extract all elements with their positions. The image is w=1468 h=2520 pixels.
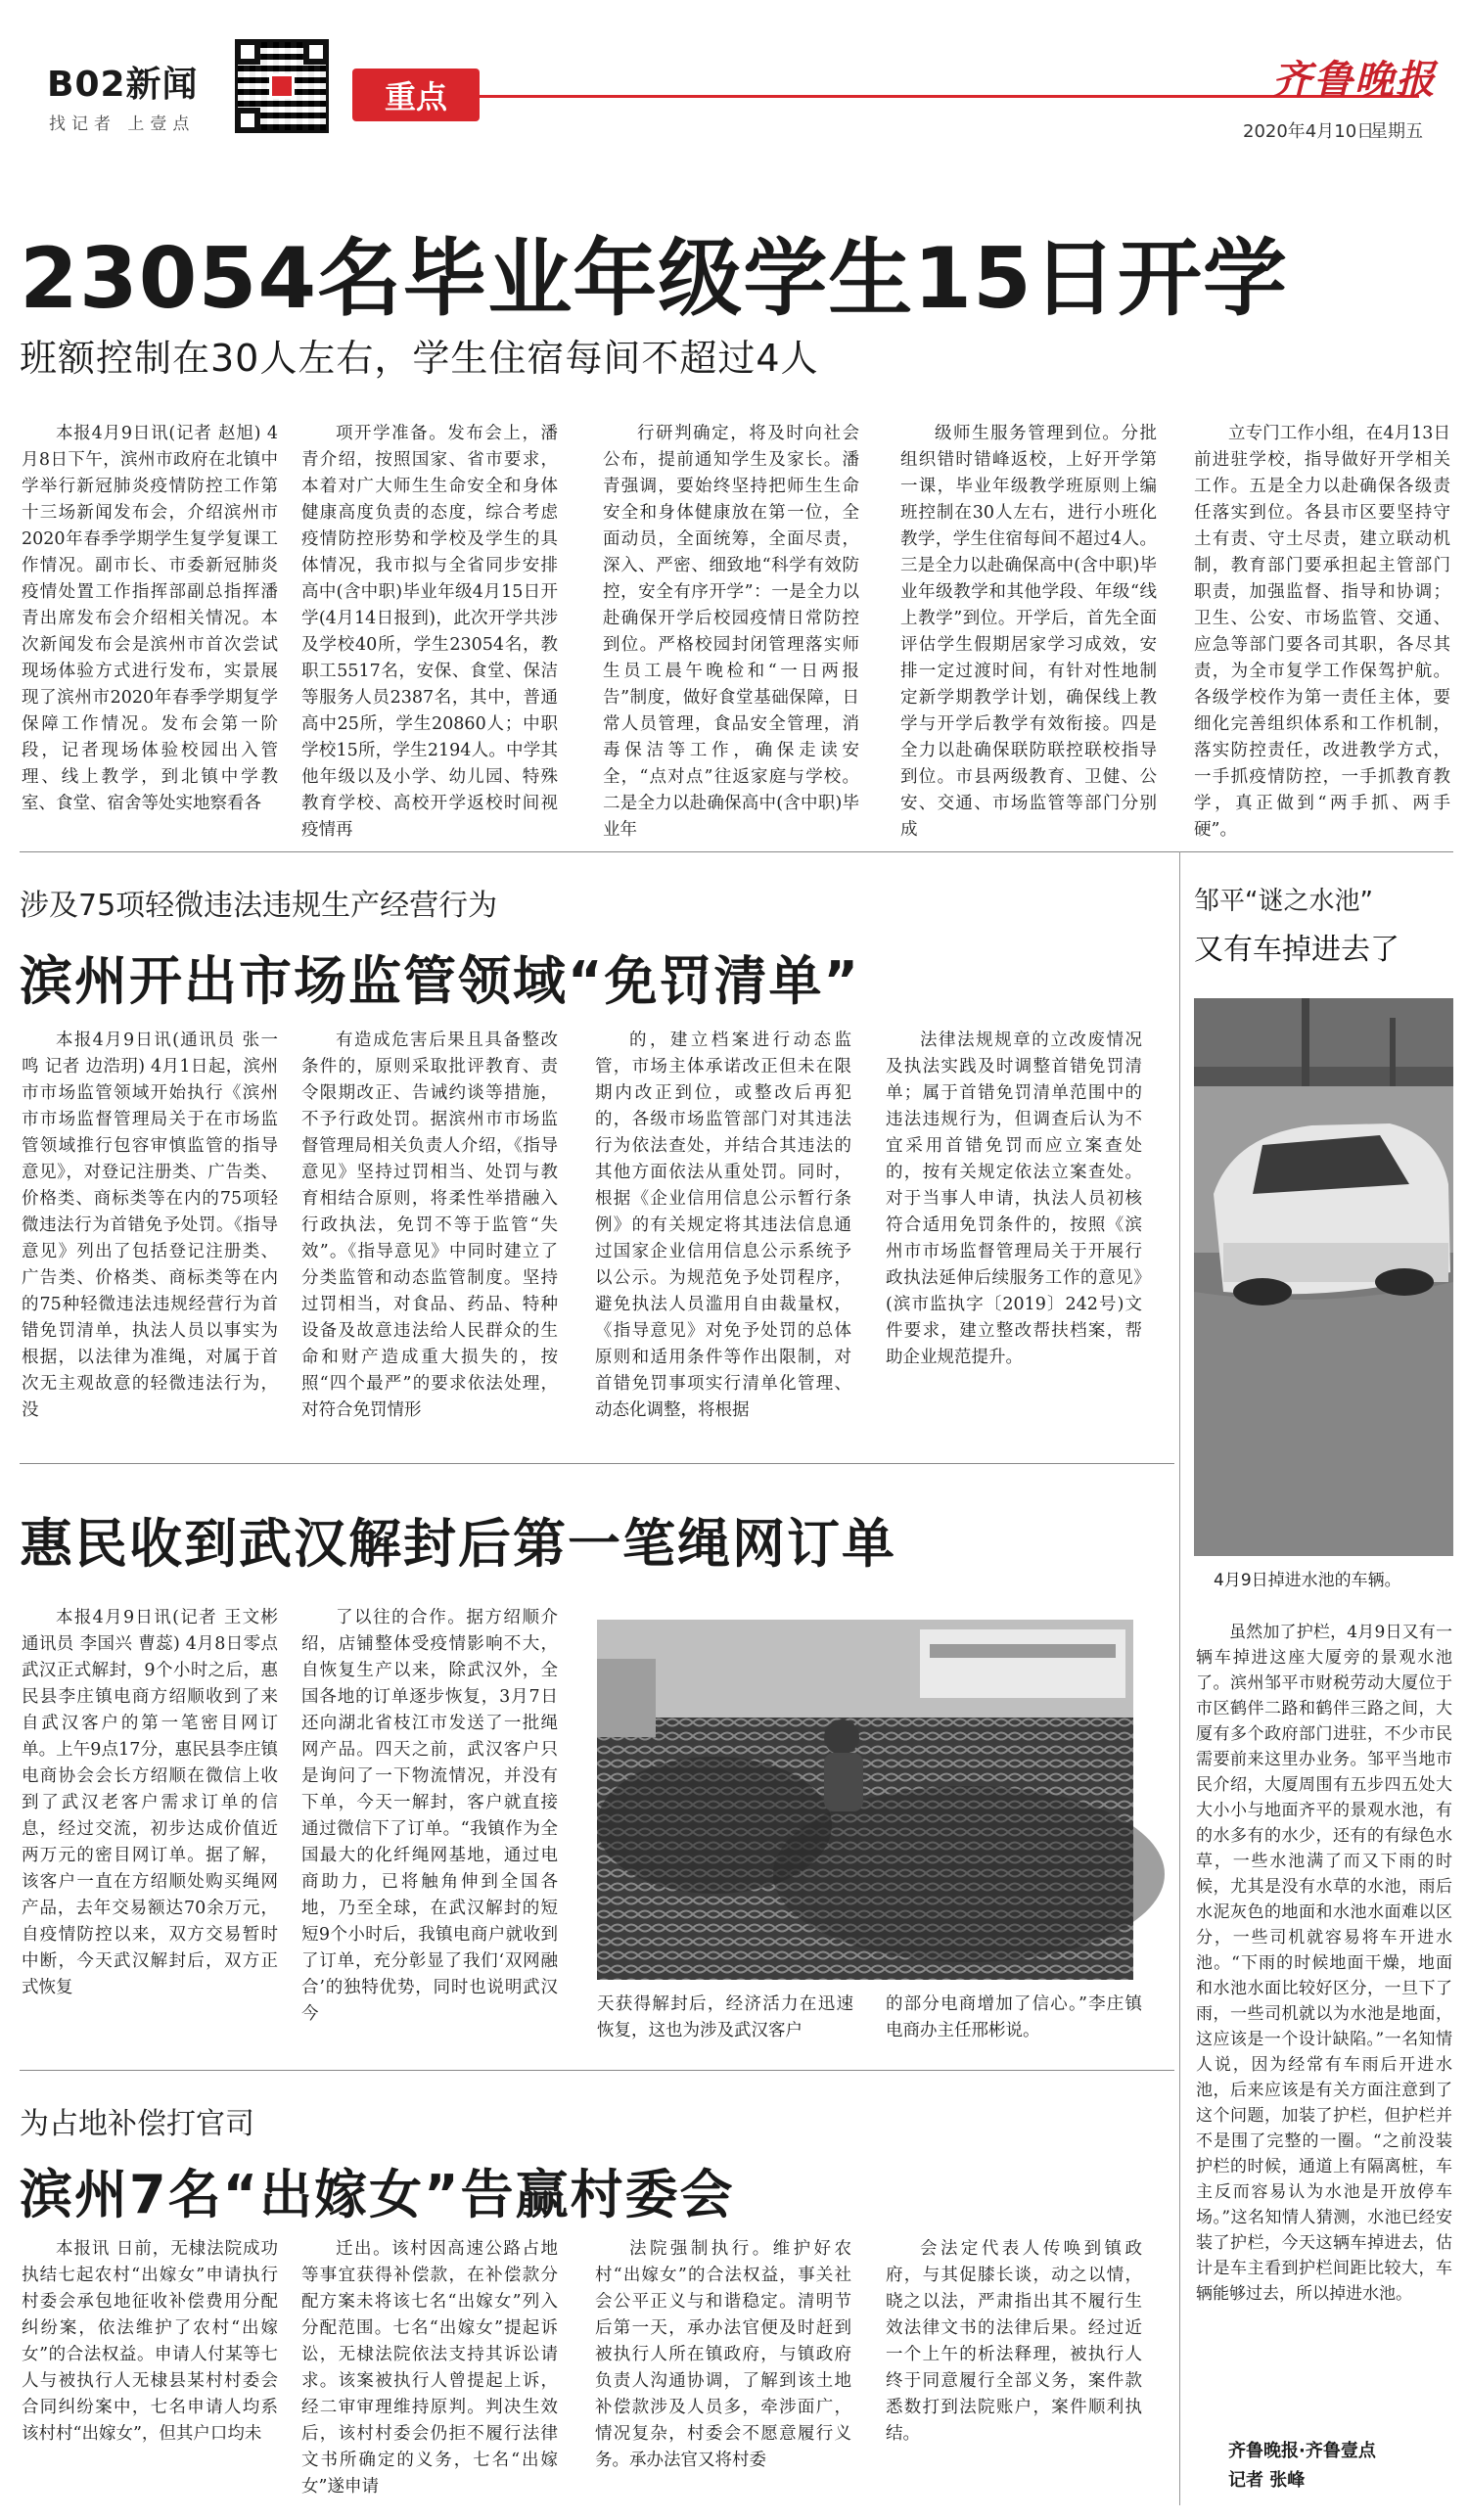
story2-column-4 [886,1028,1142,1424]
masthead [0,0,1468,147]
story3-column-1 [22,1605,278,2026]
story3-text: 本报4月9日讯(记者 王文彬 通讯员 李国兴 曹蕊) 4月8日零点武汉正式解封，9个小时之后，惠民县李庄镇电商方绍顺收到了来自武汉客户的第一笔密目网订单。上午9点17分，惠民县李庄镇电商协会会长方绍顺在微信上收到了武汉老客户需求订单的信息，经过交流，初步达成价值近两万元的密目网订单。据了解，该客户一直在方绍顺处购买绳网产品，去年交易额达70余万元，自疫情防控以来，双方交易暂时中断，今天武汉解封后，双方正式恢复 [22,1608,278,1997]
qr-eye-icon [303,39,329,65]
issue-date: 2020年4月10日 [1243,121,1375,142]
brand-logo: 齐鲁晚报 [1272,58,1437,103]
story1-column-3 [603,421,859,840]
story3-column-2 [301,1605,558,2026]
story2-headline: 滨州开出市场监管领域“免罚清单” [20,950,860,1012]
story4-kicker: 为占地补偿打官司 [20,2107,254,2141]
story2-kicker: 涉及75项轻微违法违规生产经营行为 [20,889,498,923]
qr-code-icon [235,39,329,133]
story2-text: 的，建立档案进行动态监管，市场主体承诺改正但未在限期内改正到位，或整改后再犯的，各级市场监管部门对其违法行为依法查处，并结合其违法的其他方面依法从重处罚。同时，根据《企业信用信息公示暂行条例》的有关规定将其违法信息通过国家企业信用信息公示系统予以公示。为规范免予处罚程序，避免执法人员滥用自由裁量权，《指导意见》对免予处罚的总体原则和适用条件等作出限制，对首错免罚事项实行清单化管理、动态化调整，将根据 [595,1031,851,1420]
story1-text: 立专门工作小组，在4月13日前进驻学校，指导做好开学相关工作。五是全力以赴确保各级责任落实到位。各县市区要坚持守土有责、守土尽责，建立联动机制，教育部门要承担起主管部门职责，加强监督、指导和协调；卫生、公安、市场监管、交通、应急等部门要各司其职，各尽其责，为全市复学工作保驾护航。各级学校作为第一责任主体，要细化完善组织体系和工作机制，落实防控责任，改进教学方式，一手抓疫情防控，一手抓教育教学，真正做到“两手抓、两手硬”。 [1194,424,1450,840]
sidebar-byline-reporter: 记者 张峰 [1228,2470,1306,2491]
story1-text: 级师生服务管理到位。分批组织错时错峰返校，上好开学第一课，毕业年级教学班原则上编班控制在30人左右，进行小班化教学，学生住宿每间不超过4人。三是全力以赴确保高中(含中职)毕业年级教学和其他学段、年级“线上教学”到位。开学后，首先全面评估学生假期居家学习成效，安排一定过渡时间，有针对性地制定新学期教学计划，确保线上教学与开学后教学有效衔接。四是全力以赴确保联防联控联校指导到位。市县两级教育、卫健、公安、交通、市场监管等部门分别成 [900,424,1157,840]
story4-text: 法院强制执行。维护好农村“出嫁女”的合法权益，事关社会公平正义与和谐稳定。清明节后第一天，承办法官便及时赶到被执行人所在镇政府，与镇政府负责人沟通协调，了解到该土地补偿款涉及人员多，牵涉面广，情况复杂，村委会不愿意履行义务。承办法官又将村委 [595,2239,851,2470]
issue-weekday: 星期五 [1370,121,1423,142]
story1-text: 项开学准备。发布会上，潘青介绍，按照国家、省市要求，本着对广大师生生命安全和身体健康高度负责的态度，综合考虑疫情防控形势和学校及学生的具体情况，我市拟与全省同步安排高中(含中职)毕业年级4月15日开学(4月14日报到)，此次开学共涉及学校40所，学生23054名，教职工5517名，安保、食堂、保洁等服务人员2387名，其中，普通高中25所，学生20860人；中职学校15所，学生2194人。中学其他年级以及小学、幼儿园、特殊教育学校、高校开学返校时间视疫情再 [301,424,558,840]
sidebar-kicker: 邹平“谜之水池” [1194,887,1373,916]
story4-text: 迁出。该村因高速公路占地等事宜获得补偿款，在补偿款分配方案未将该七名“出嫁女”列入分配范围。七名“出嫁女”提起诉讼，无棣法院依法支持其诉讼请求。该案被执行人曾提起上诉，经二审审理维持原判。判决生效后，该村村委会仍拒不履行法律文书所确定的义务，七名“出嫁女”遂申请 [301,2239,558,2497]
sidebar-text: 虽然加了护栏，4月9日又有一辆车掉进这座大厦旁的景观水池了。滨州邹平市财税劳动大厦位于市区鹤伴二路和鹤伴三路之间，大厦有多个政府部门进驻，不少市民需要前来这里办业务。邹平当地市民介绍，大厦周围有五步四五处大大小小与地面齐平的景观水池，有的水多有的水少，还有的有绿色水草，一些水池满了而又下雨的时候，尤其是没有水草的水池，雨后水泥灰色的地面和水池水面难以区分，一些司机就容易将车开进水池。“下雨的时候地面干燥，地面和水池水面比较好区分，一旦下了雨，一些司机就以为水池是地面，这应该是一个设计缺陷。”一名知情人说，因为经常有车雨后开进水池，后来应该是有关方面注意到了这个问题，加装了护栏，但护栏并不是围了完整的一圈。“之前没装护栏的时候，通道上有隔离桩，车主反而容易认为水池是开放停车场。”这名知情人猜测，水池已经安装了护栏，今天这辆车掉进去，估计是车主看到护栏间距比较大，车辆能够过去，所以掉进水池。 [1196,1623,1452,2304]
story4-column-2 [301,2236,558,2500]
page-code: B02新闻 [47,65,199,105]
qr-eye-icon [235,39,260,65]
story1-headline: 23054名毕业年级学生15日开学 [20,230,1288,328]
story4-text: 会法定代表人传唤到镇政府，与其促膝长谈，动之以情，晓之以法，严肃指出其不履行生效法律文书的法律后果。经过近一个上午的析法释理，被执行人终于同意履行全部义务，案件款悉数打到法院账户，案件顺利执结。 [886,2239,1142,2444]
story2-text: 本报4月9日讯(通讯员 张一鸣 记者 边浩玥) 4月1日起，滨州市市场监管领域开始执行《滨州市市场监督管理局关于在市场监管领域推行包容审慎监管的指导意见》，对登记注册类、广告类、价格类、商标类等在内的75项轻微违法行为首错免予处罚。《指导意见》列出了包括登记注册类、广告类、价格类、商标类等在内的75种轻微违法违规经营行为首错免罚清单，执法人员以事实为根据，以法律为准绳，对属于首次无主观故意的轻微违法行为，没 [22,1031,278,1420]
section-rule [20,1463,1174,1464]
story3-headline: 惠民收到武汉解封后第一笔绳网订单 [20,1513,896,1575]
story3-text: 的部分电商增加了信心。”李庄镇电商办主任邢彬说。 [886,1994,1142,2040]
story3-column-3 [597,1992,853,2050]
story4-headline: 滨州7名“出嫁女”告赢村委会 [20,2164,735,2225]
story3-column-4 [886,1992,1142,2050]
story2-column-3 [595,1028,851,1424]
story2-column-1 [22,1028,278,1424]
story4-column-1 [22,2236,278,2500]
car-photo-caption: 4月9日掉进水池的车辆。 [1214,1571,1401,1590]
story2-text: 有造成危害后果且具备整改条件的，原则采取批评教育、责令限期改正、告诫约谈等措施，不予行政处罚。据滨州市市场监督管理局相关负责人介绍，《指导意见》坚持过罚相当、处罚与教育相结合原则，将柔性举措融入行政执法，免罚不等于监管“失效”。《指导意见》中同时建立了分类监管和动态监管制度。坚持过罚相当，对食品、药品、特种设备及故意违法给人民群众的生命和财产造成重大损失的，按照“四个最严”的要求依法处理，对符合免罚情形 [301,1031,558,1420]
rope-net-workshop-image [597,1620,1133,1980]
story4-column-3 [595,2236,851,2500]
sidebar-byline-outlet: 齐鲁晚报·齐鲁壹点 [1228,2441,1376,2461]
story4-text: 本报讯 日前，无棣法院成功执结七起农村“出嫁女”申请执行村委会承包地征收补偿费用分配纠纷案，依法维护了农村“出嫁女”的合法权益。申请人付某等七人与被执行人无棣县某村村委会合同纠纷案中，七名申请人均系该村村“出嫁女”，但其户口均未 [22,2239,278,2444]
story2-column-2 [301,1028,558,1424]
story1-text: 行研判确定，将及时向社会公布，提前通知学生及家长。潘青强调，要始终坚持把师生生命安全和身体健康放在第一位，全面动员，全面统筹，全面尽责，深入、严密、细致地“科学有效防控，安全有序开学”：一是全力以赴确保开学后校园疫情日常防控到位。严格校园封闭管理落实师生员工晨午晚检和“一日两报告”制度，做好食堂基础保障，日常人员管理，食品安全管理，消毒保洁等工作，确保走读安全，“点对点”往返家庭与学校。二是全力以赴确保高中(含中职)毕业年 [603,424,859,840]
qr-eye-icon [235,108,260,133]
story2-text: 法律法规规章的立改废情况及执法实践及时调整首错免罚清单；属于首错免罚清单范围中的违法违规行为，但调查后认为不宜采用首错免罚而应立案查处的，按有关规定依法立案查处。对于当事人申请，执法人员初核符合适用免罚条件的，按照《滨州市市场监督管理局关于开展行政执法延伸后续服务工作的意见》(滨市监执字〔2019〕242号)文件要求，建立整改帮扶档案，帮助企业规范提升。 [886,1031,1142,1367]
story1-column-4 [900,421,1157,840]
story4-column-4 [886,2236,1142,2500]
section-badge: 重点 [352,69,480,121]
car-in-pool-image [1194,998,1453,1556]
story1-column-1 [22,421,278,817]
story1-column-5 [1194,421,1450,840]
story3-text: 了以往的合作。据方绍顺介绍，店铺整体受疫情影响不大，自恢复生产以来，除武汉外，全国各地的订单逐步恢复，3月7日还向湖北省枝江市发送了一批绳网产品。四天之前，武汉客户只是询问了一下物流情况，并没有下单，今天一解封，客户就直接通过微信下了订单。“我镇作为全国最大的化纤绳网基地，通过电商助力，已将触角伸到全国各地，乃至全球，在武汉解封的短短9个小时后，我镇电商户就收到了订单，充分彰显了我们‘双网融合’的独特优势，同时也说明武汉今 [301,1608,558,2024]
page-slogan: 找记者 上壹点 [49,115,196,134]
column-divider [1179,851,1180,2505]
qr-logo-icon [269,73,295,99]
story1-text: 本报4月9日讯(记者 赵旭) 4月8日下午，滨州市政府在北镇中学举行新冠肺炎疫情防控工作第十三场新闻发布会，介绍滨州市2020年春季学期学生复学复课工作情况。副市长、市委新冠肺炎疫情处置工作指挥部副总指挥潘青出席发布会介绍相关情况。本次新闻发布会是滨州市首次尝试现场体验方式进行发布，实景展现了滨州市2020年春季学期复学保障工作情况。发布会第一阶段，记者现场体验校园出入管理、线上教学，到北镇中学教室、食堂、宿舍等处实地察看各 [22,424,278,813]
car-in-pool-photo [1194,998,1453,1556]
story1-column-2 [301,421,558,840]
section-rule [20,851,1453,852]
sidebar-body [1196,1620,1452,2481]
section-rule [20,2070,1174,2071]
story1-subhead: 班额控制在30人左右，学生住宿每间不超过4人 [20,337,819,380]
story3-text: 天获得解封后，经济活力在迅速恢复，这也为涉及武汉客户 [597,1994,853,2040]
rope-net-workshop-photo [597,1620,1133,1980]
sidebar-headline: 又有车掉进去了 [1194,933,1399,967]
